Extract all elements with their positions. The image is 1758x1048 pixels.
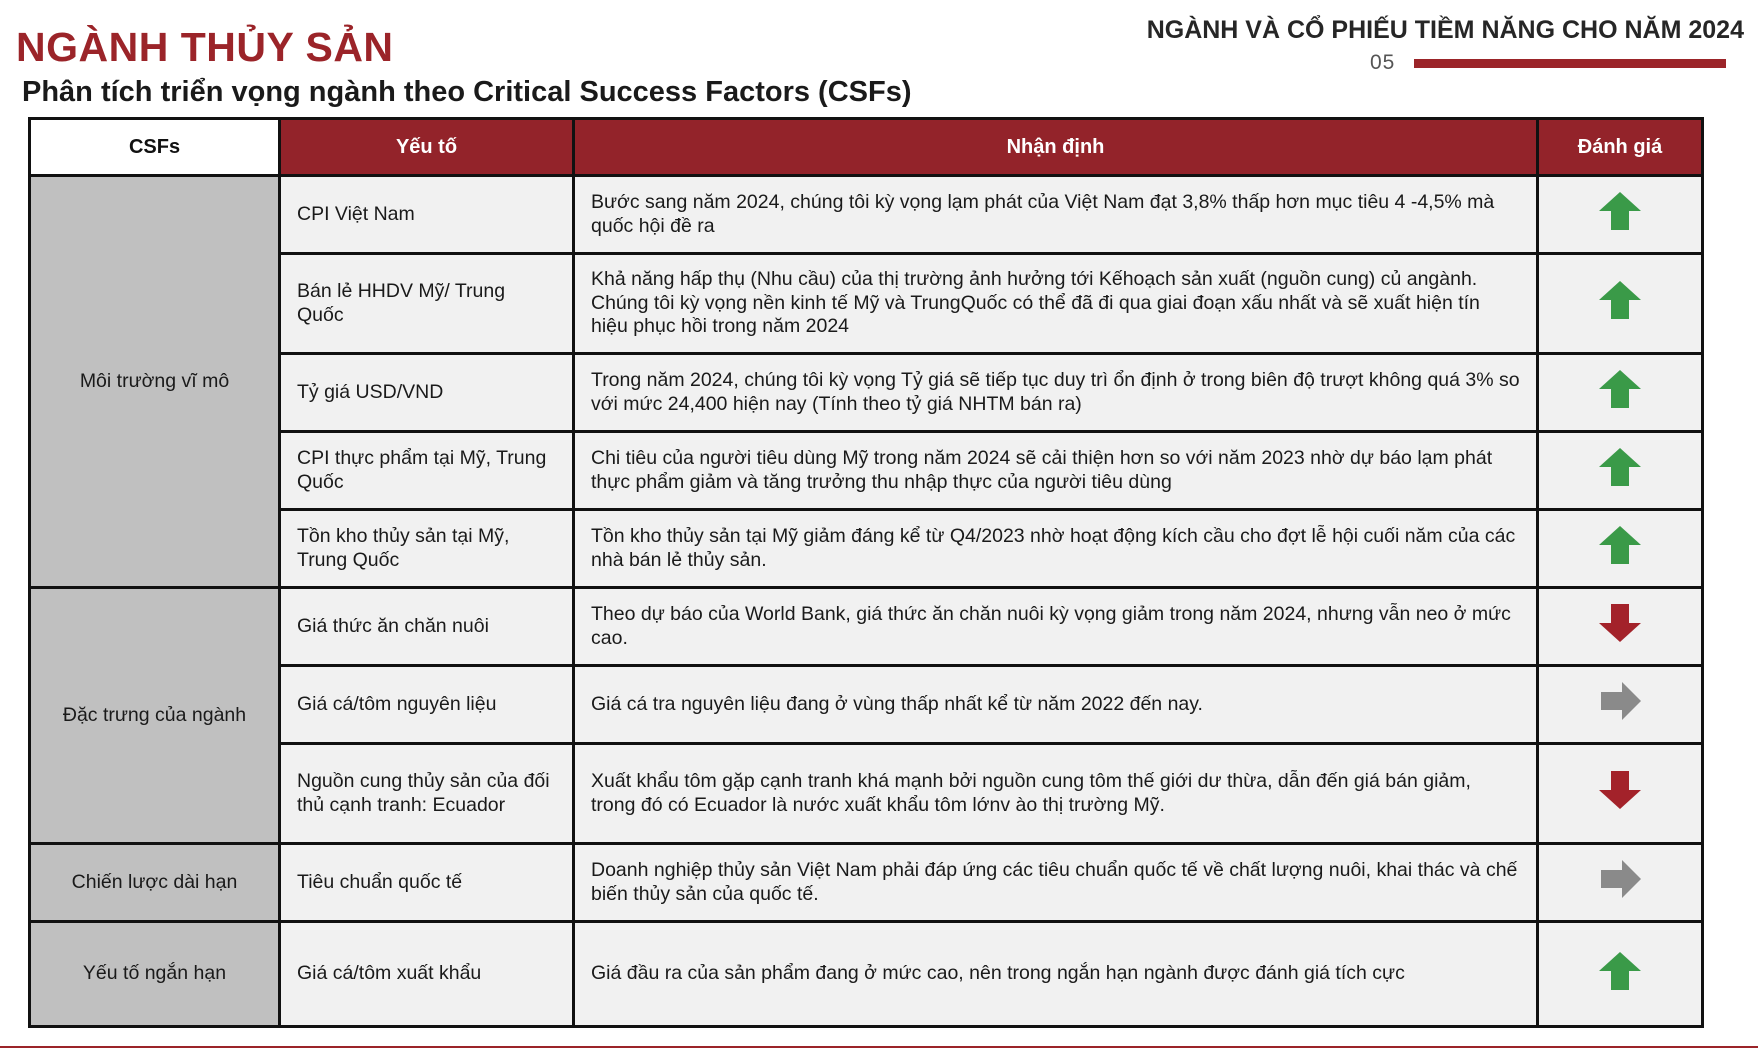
rating-cell bbox=[1538, 588, 1703, 666]
rating-cell bbox=[1538, 922, 1703, 1027]
rating-cell bbox=[1538, 844, 1703, 922]
column-header-rating: Đánh giá bbox=[1538, 119, 1703, 176]
table-row bbox=[30, 354, 1703, 432]
factor-cell: Tiêu chuẩn quốc tế bbox=[280, 844, 574, 922]
factor-cell: Giá cá/tôm xuất khẩu bbox=[280, 922, 574, 1027]
section-title: NGÀNH THỦY SẢN bbox=[16, 24, 394, 70]
column-header-factor: Yếu tố bbox=[280, 119, 574, 176]
column-header-csfs: CSFs bbox=[30, 119, 280, 176]
page-accent-bar bbox=[1414, 59, 1726, 68]
csf-category: Đặc trưng của ngành bbox=[30, 588, 280, 844]
table-header-row bbox=[30, 119, 1703, 176]
csf-table bbox=[28, 117, 1704, 1028]
factor-cell: Nguồn cung thủy sản của đối thủ cạnh tranh: Ecuador bbox=[280, 744, 574, 844]
table-row bbox=[30, 744, 1703, 844]
page-subtitle: Phân tích triển vọng ngành theo Critical Success Factors (CSFs) bbox=[22, 76, 912, 108]
remark-cell: Chi tiêu của người tiêu dùng Mỹ trong năm 2024 sẽ cải thiện hơn so với năm 2023 nhờ dự báo lạm phát thực phẩm giảm và tăng trưởng thu nhập thực của người tiêu dùng bbox=[574, 432, 1538, 510]
table-row bbox=[30, 176, 1703, 254]
factor-cell: CPI thực phẩm tại Mỹ, Trung Quốc bbox=[280, 432, 574, 510]
factor-cell: Tỷ giá USD/VND bbox=[280, 354, 574, 432]
arrow-right-icon bbox=[1597, 859, 1643, 899]
column-header-remark: Nhận định bbox=[574, 119, 1538, 176]
factor-cell: Tồn kho thủy sản tại Mỹ, Trung Quốc bbox=[280, 510, 574, 588]
remark-cell: Giá cá tra nguyên liệu đang ở vùng thấp nhất kể từ năm 2022 đến nay. bbox=[574, 666, 1538, 744]
rating-cell bbox=[1538, 432, 1703, 510]
arrow-up-icon bbox=[1597, 369, 1643, 409]
csf-category: Môi trường vĩ mô bbox=[30, 176, 280, 588]
remark-cell: Bước sang năm 2024, chúng tôi kỳ vọng lạm phát của Việt Nam đạt 3,8% thấp hơn mục tiêu 4 -4,5% mà quốc hội đề ra bbox=[574, 176, 1538, 254]
table-row bbox=[30, 844, 1703, 922]
arrow-down-icon bbox=[1597, 603, 1643, 643]
factor-cell: Bán lẻ HHDV Mỹ/ Trung Quốc bbox=[280, 254, 574, 354]
page-number: 05 bbox=[1370, 51, 1396, 74]
rating-cell bbox=[1538, 254, 1703, 354]
remark-cell: Trong năm 2024, chúng tôi kỳ vọng Tỷ giá sẽ tiếp tục duy trì ổn định ở trong biên độ trượt không quá 3% so với mức 24,400 hiện nay (Tính theo tỷ giá NHTM bán ra) bbox=[574, 354, 1538, 432]
arrow-up-icon bbox=[1597, 447, 1643, 487]
table-row bbox=[30, 432, 1703, 510]
arrow-up-icon bbox=[1597, 191, 1643, 231]
arrow-down-icon bbox=[1597, 770, 1643, 810]
table-row bbox=[30, 510, 1703, 588]
table-row bbox=[30, 588, 1703, 666]
factor-cell: CPI Việt Nam bbox=[280, 176, 574, 254]
remark-cell: Tồn kho thủy sản tại Mỹ giảm đáng kể từ Q4/2023 nhờ hoạt động kích cầu cho đợt lễ hội cuối năm của các nhà bán lẻ thủy sản. bbox=[574, 510, 1538, 588]
remark-cell: Doanh nghiệp thủy sản Việt Nam phải đáp ứng các tiêu chuẩn quốc tế về chất lượng nuôi, khai thác và chế biến thủy sản của quốc tế. bbox=[574, 844, 1538, 922]
table-row bbox=[30, 254, 1703, 354]
rating-cell bbox=[1538, 176, 1703, 254]
rating-cell bbox=[1538, 354, 1703, 432]
csf-category: Yếu tố ngắn hạn bbox=[30, 922, 280, 1027]
arrow-up-icon bbox=[1597, 951, 1643, 991]
table-row bbox=[30, 666, 1703, 744]
table-row bbox=[30, 922, 1703, 1027]
report-title: NGÀNH VÀ CỔ PHIẾU TIỀM NĂNG CHO NĂM 2024 bbox=[1146, 16, 1744, 44]
arrow-up-icon bbox=[1597, 525, 1643, 565]
rating-cell bbox=[1538, 510, 1703, 588]
factor-cell: Giá thức ăn chăn nuôi bbox=[280, 588, 574, 666]
remark-cell: Giá đầu ra của sản phẩm đang ở mức cao, nên trong ngắn hạn ngành được đánh giá tích cực bbox=[574, 922, 1538, 1027]
remark-cell: Theo dự báo của World Bank, giá thức ăn chăn nuôi kỳ vọng giảm trong năm 2024, nhưng vẫn neo ở mức cao. bbox=[574, 588, 1538, 666]
remark-cell: Xuất khẩu tôm gặp cạnh tranh khá mạnh bởi nguồn cung tôm thế giới dư thừa, dẫn đến giá bán giảm, trong đó có Ecuador là nước xuất khẩu tôm lớnv ào thị trường Mỹ. bbox=[574, 744, 1538, 844]
rating-cell bbox=[1538, 744, 1703, 844]
csf-category: Chiến lược dài hạn bbox=[30, 844, 280, 922]
arrow-up-icon bbox=[1597, 280, 1643, 320]
remark-cell: Khả năng hấp thụ (Nhu cầu) của thị trường ảnh hưởng tới Kếhoạch sản xuất (nguồn cung) củ angành. Chúng tôi kỳ vọng nền kinh tế Mỹ và TrungQuốc có thể đã đi qua giai đoạn xấu nhất và sẽ xuất hiện tín hiệu phục hồi trong năm 2024 bbox=[574, 254, 1538, 354]
rating-cell bbox=[1538, 666, 1703, 744]
factor-cell: Giá cá/tôm nguyên liệu bbox=[280, 666, 574, 744]
arrow-right-icon bbox=[1597, 681, 1643, 721]
